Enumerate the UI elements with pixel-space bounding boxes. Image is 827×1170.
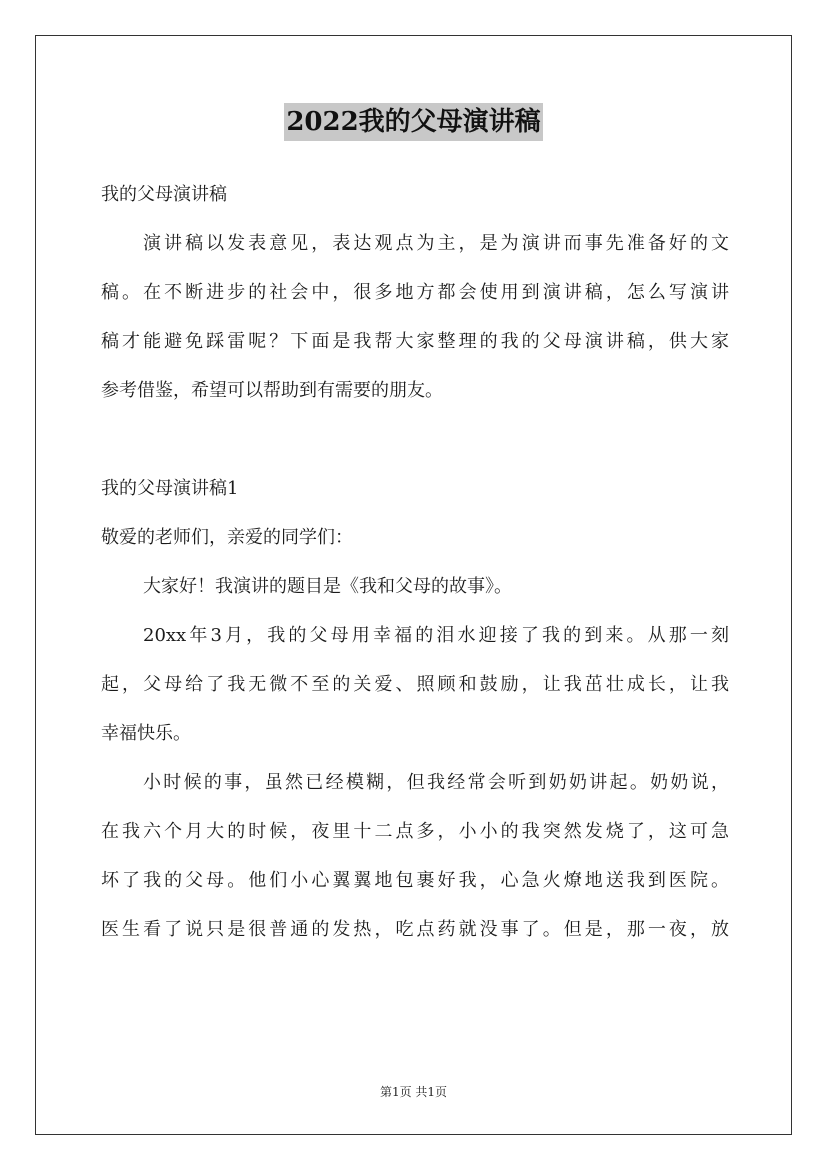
document-title: 2022我的父母演讲稿	[284, 103, 542, 141]
page-footer: 第1页 共1页	[379, 1085, 448, 1099]
text-line: 大家好！我演讲的题目是《我和父母的故事》。	[143, 576, 512, 597]
text-line: 20xx年3月，我的父母用幸福的泪水迎接了我的到来。从那一刻	[143, 625, 729, 646]
text-line: 参考借鉴，希望可以帮助到有需要的朋友。	[101, 380, 443, 401]
text-line: 小时候的事，虽然已经模糊，但我经常会听到奶奶讲起。奶奶说，	[143, 772, 729, 793]
text-line: 我的父母演讲稿	[101, 184, 227, 205]
text-line: 稿才能避免踩雷呢？下面是我帮大家整理的我的父母演讲稿，供大家	[101, 331, 729, 352]
text-line: 起，父母给了我无微不至的关爱、照顾和鼓励，让我茁壮成长，让我	[101, 674, 729, 695]
text-line: 演讲稿以发表意见，表达观点为主，是为演讲而事先准备好的文	[143, 233, 729, 254]
text-line: 在我六个月大的时候，夜里十二点多，小小的我突然发烧了，这可急	[101, 821, 729, 842]
text-line: 我的父母演讲稿1	[101, 478, 239, 499]
blank-line	[101, 415, 729, 464]
text-line: 医生看了说只是很普通的发热，吃点药就没事了。但是，那一夜，放	[101, 919, 729, 940]
title-container	[0, 103, 827, 141]
document-body	[101, 170, 729, 954]
text-line: 稿。在不断进步的社会中，很多地方都会使用到演讲稿，怎么写演讲	[101, 282, 729, 303]
text-line: 幸福快乐。	[101, 723, 191, 744]
text-line: 敬爱的老师们，亲爱的同学们：	[101, 527, 353, 548]
text-line: 坏了我的父母。他们小心翼翼地包裹好我，心急火燎地送我到医院。	[101, 870, 729, 891]
